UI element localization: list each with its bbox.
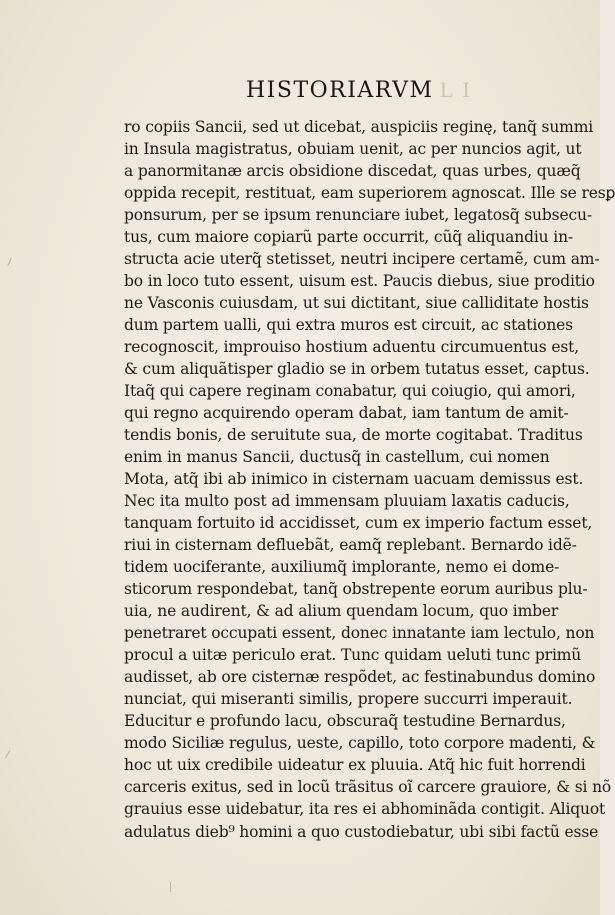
text-line: sticorum respondebat, tanq̃ obstrepente eorum auribus plu- xyxy=(124,580,588,599)
text-line: recognoscit, improuiso hostium aduentu circumuentus est, xyxy=(124,338,580,357)
text-line: grauius esse uidebatur, ita res ei abhominãda contigit. Aliquot xyxy=(124,800,606,819)
text-line: uia, ne audirent, & ad alium quendam locum, quo imber xyxy=(124,602,559,621)
text-line: modo Siciliæ regulus, ueste, capillo, toto corpore madenti, & xyxy=(124,734,596,753)
running-head-show-through: L I xyxy=(439,78,472,102)
text-line: qui regno acquirendo operam dabat, iam tantum de amit- xyxy=(124,404,569,423)
text-line: tendis bonis, de seruitute sua, de morte cogitabat. Traditus xyxy=(124,426,583,445)
text-line: ro copiis Sancii, sed ut dicebat, auspiciis reginę, tanq̃ summi xyxy=(124,118,594,136)
text-line: riui in cisternam defluebãt, eamq̃ replebant. Bernardo idẽ- xyxy=(124,536,577,555)
text-line: bo in loco tuto essent, uisum est. Paucis diebus, siue proditio xyxy=(124,272,595,291)
running-head xyxy=(246,78,472,103)
margin-mark xyxy=(170,882,171,892)
text-line: ponsurum, per se ipsum renunciare iubet, legatosq̃ subsecu- xyxy=(124,206,592,225)
text-line: in Insula magistratus, obuiam uenit, ac per nuncios agit, ut xyxy=(124,140,582,159)
text-block xyxy=(124,116,615,843)
text-line: hoc ut uix credibile uideatur ex pluuia. Atq̃ hic fuit horrendi xyxy=(124,756,586,775)
text-line: nunciat, qui miseranti similis, propere succurri imperauit. xyxy=(124,690,573,709)
text-line: audisset, ab ore cisternæ respõdet, ac festinabundus domino xyxy=(124,668,596,687)
text-line: tanquam fortuito id accidisset, cum ex imperio factum esset, xyxy=(124,514,593,533)
text-line: Nec ita multo post ad immensam pluuiam laxatis caducis, xyxy=(124,492,570,511)
running-head-title: HISTORIARVM xyxy=(246,78,434,103)
text-line: tus, cum maiore copiarũ parte occurrit, cũq̃ aliquandiu in- xyxy=(124,228,573,247)
margin-mark xyxy=(7,258,11,266)
text-line: procul a uitæ periculo erat. Tunc quidam ueluti tunc primũ xyxy=(124,646,582,665)
text-line: Mota, atq̃ ibi ab inimico in cisternam uacuam demissus est. xyxy=(124,470,584,489)
text-line: enim in manus Sancii, ductusq̃ in castellum, cui nomen xyxy=(124,448,550,467)
text-line: dum partem ualli, qui extra muros est circuit, ac stationes xyxy=(124,316,573,335)
text-line: penetraret occupati essent, donec innatante iam lectulo, non xyxy=(124,624,595,643)
text-line: Educitur e profundo lacu, obscuraq̃ testudine Bernardus, xyxy=(124,712,566,731)
text-line: carceris exitus, sed in locũ trãsitus oĩ carcere grauiore, & si nõ xyxy=(124,778,612,797)
text-line: & cum aliquãtisper gladio se in orbem tutatus esset, captus. xyxy=(124,360,590,379)
text-line: ne Vasconis cuiusdam, ut sui dictitant, siue calliditate hostis xyxy=(124,294,589,313)
margin-mark xyxy=(5,750,10,758)
text-line: Itaq̃ qui capere reginam conabatur, qui coiugio, qui amori, xyxy=(124,382,576,401)
text-line: structa acie uterq̃ stetisset, neutri incipere certamẽ, cum am- xyxy=(124,250,600,269)
text-line: oppida recepit, restituat, eam superiorem agnoscat. Ille se resꝑ xyxy=(124,184,615,203)
text-line: adulatus dieb⁹ homini a quo custodiebatur, ubi sibi factũ esse xyxy=(124,822,599,841)
text-line: tidem uociferante, auxiliumq̃ implorante, nemo ei dome- xyxy=(124,558,560,577)
text-line: a panormitanæ arcis obsidione discedat, quas urbes, quæq̃ xyxy=(124,162,581,181)
